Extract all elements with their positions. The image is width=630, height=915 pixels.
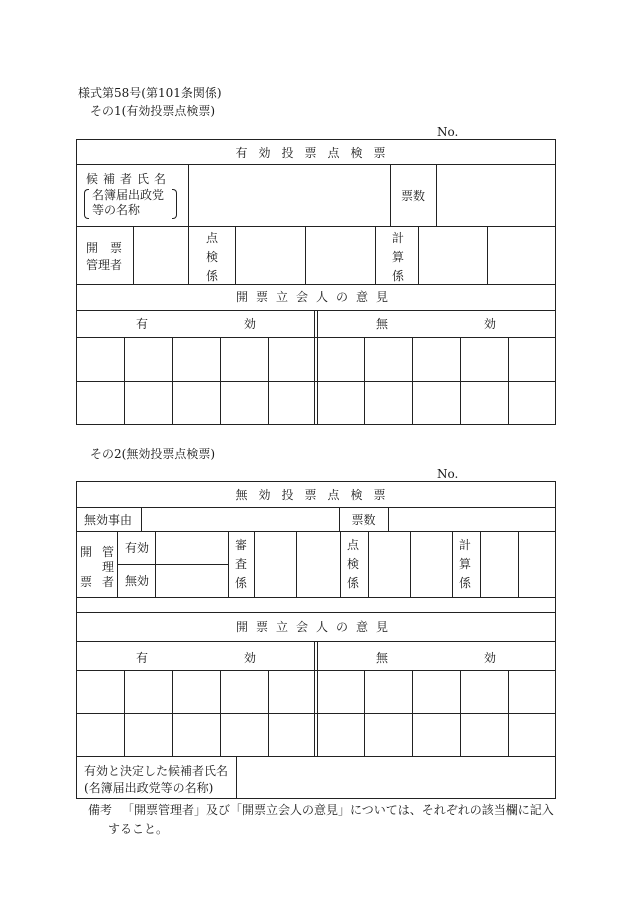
part2-decided-valid-label-line2: (名簿届出政党等の名称) (84, 781, 214, 795)
part1-calculator-label: 計算係 (391, 231, 404, 283)
part2-witness-opinion-label: 開票立会人の意見 (235, 620, 396, 634)
part1-inspector-label: 点検係 (205, 231, 218, 283)
part1-manager-label-line2: 管理者 (86, 258, 123, 272)
part1-invalid-header: 無 効 (375, 317, 496, 331)
part2-examiner-label: 審査係 (234, 538, 247, 590)
part2-calculator-label: 計算係 (458, 538, 471, 590)
part1-party-label-line2: 等の名称 (92, 203, 141, 217)
part2-decided-valid-label-line1: 有効と決定した候補者氏名 (84, 764, 229, 778)
part1-witness-opinion-label: 開票立会人の意見 (235, 290, 396, 304)
form-number: 様式第58号(第101条関係) (78, 86, 222, 100)
part2-table-title: 無効投票点検票 (235, 488, 397, 502)
part1-candidate-label: 候補者氏名 (86, 172, 172, 186)
part2-invalid-label: 無効 (125, 574, 150, 588)
part2-subtitle: その2(無効投票点検票) (90, 447, 215, 461)
part2-invalid-reason-label: 無効事由 (84, 513, 133, 527)
part1-table-title: 有効投票点検票 (235, 146, 397, 160)
right-bracket (172, 189, 177, 219)
part1-vote-count-label: 票数 (400, 189, 425, 203)
part1-valid-header: 有 効 (135, 317, 256, 331)
part2-vote-count-label: 票数 (351, 513, 376, 527)
part2-manager-label: 開 管 理 票 者 (80, 545, 114, 589)
note-text-line1: 「開票管理者」及び「開票立会人の意見」については、それぞれの該当欄に記入 (122, 803, 554, 817)
part1-subtitle: その1(有効投票点検票) (90, 104, 215, 118)
part2-number-label: No. (437, 467, 459, 481)
part1-manager-label-line1: 開 票 (86, 241, 123, 255)
part1-number-label: No. (437, 125, 459, 139)
left-bracket (84, 189, 89, 219)
note-text-line2: すること。 (108, 822, 169, 836)
note-label: 備考 (88, 803, 113, 817)
part2-valid-label: 有効 (125, 541, 150, 555)
part2-inspector-label: 点検係 (346, 538, 359, 590)
part1-party-label-line1: 名簿届出政党 (92, 188, 165, 202)
part2-invalid-header: 無 効 (375, 651, 496, 665)
part2-valid-header: 有 効 (135, 651, 256, 665)
